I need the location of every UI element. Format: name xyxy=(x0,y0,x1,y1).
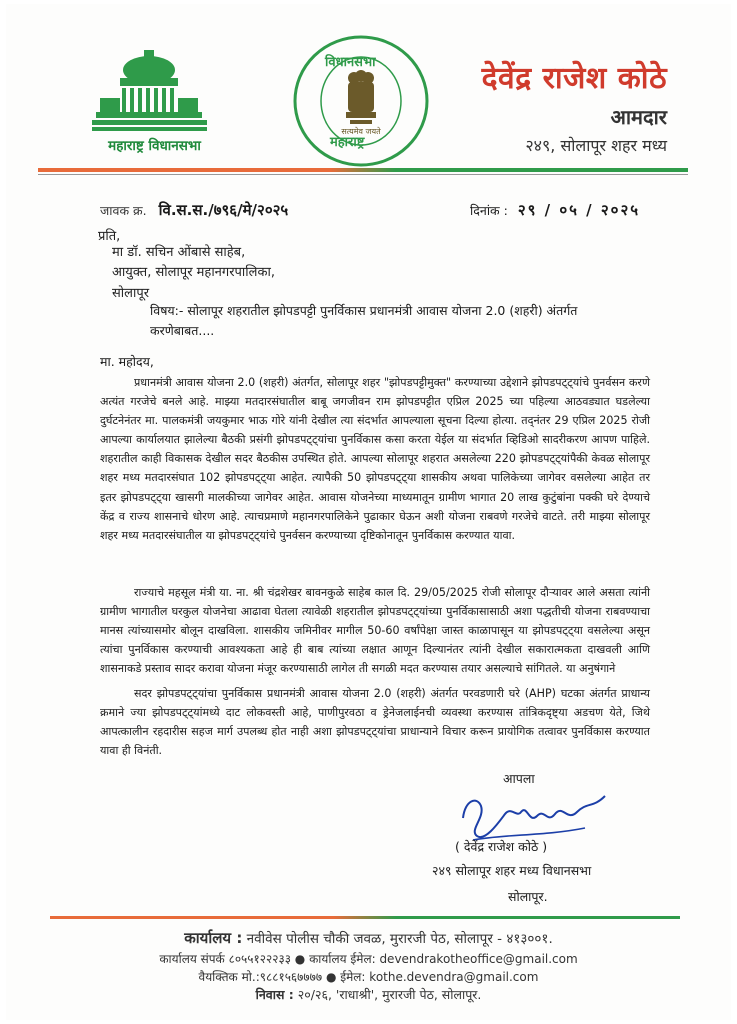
paragraph-text: प्रधानमंत्री आवास योजना 2.0 (शहरी) अंतर्गत, सोलापूर शहर "झोपडपट्टीमुक्त" करण्याच्या उद्देशाने झोपडपट्ट्यांचे पुनर्वसन करणे अत्यंत गरजेचे बनले आहे. माझ्या मतदारसंघातील बाबू जगजीवन राम झोपडपट्टीत एप्रिल 2025 च्या पहिल्या आठवड्यात घडलेल्या दुर्घटनेनंतर मा. पालकमंत्री जयकुमार भाऊ गोरे यांनी देखील त्या संदर्भात आपल्याला सूचना दिल्या होत्या. तद्नंतर 29 एप्रिल 2025 रोजी आपल्या कार्यालयात झालेल्या बैठकी प्रसंगी झोपडपट्ट्यांचा पुनर्विकास कसा करता येईल या संदर्भात व्हिडिओ सादरीकरण आपण पाहिले. शहरातील काही विकासक देखील सदर बैठकीस उपस्थित होते. आपल्या सोलापूर शहरात असलेल्या 220 झोपडपट्ट्यांपैकी केवळ सोलापूर शहर मध्य मतदारसंघात 102 झोपडपट्ट्या आहेत. त्यापैकी 50 झोपडपट्ट्या शासकीय अथवा पालिकेच्या जागेवर वसलेल्या आहेत तर इतर झोपडपट्ट्या खासगी मालकीच्या जागेवर आहेत. आवास योजनेच्या माध्यमातून ग्रामीण भागात 20 लाख कुटुंबांना पक्की घरे देण्याचे केंद्र व राज्य शासनाचे धोरण आहे. त्याचप्रमाणे महानगरपालिकेने पुढाकार घेऊन अशी योजना राबवणे गरजेचे वाटते. तरी माझ्या सोलापूर शहर मध्य मतदारसंघातील या झोपडपट्ट्यांचे पुनर्वसन करण्याच्या दृष्टिकोनातून पुनर्विकास करण्यात यावा. xyxy=(100,376,650,542)
header-divider xyxy=(38,168,688,172)
office-address: नवीवेस पोलीस चौकी जवळ, मुरारजी पेठ, सोलापूर - ४१३००१. xyxy=(246,931,553,947)
footer-divider xyxy=(50,916,680,919)
reference-value: वि.स.स./७९६/मे/२०२५ xyxy=(158,201,289,219)
left-logo-caption: महाराष्ट्र विधानसभा xyxy=(108,138,201,154)
date-label: दिनांक : xyxy=(470,203,508,218)
signatory-place: सोलापूर. xyxy=(508,889,548,904)
mla-title: आमदार xyxy=(610,105,667,129)
letter-subject: विषय:- सोलापूर शहरातील झोपडपट्टी पुनर्विकास प्रधानमंत्री आवास योजना 2.0 (शहरी) अंतर्गत करणेबाबत.... xyxy=(150,303,578,338)
mla-constituency: २४९, सोलापूर शहर मध्य xyxy=(525,136,667,155)
office-label: कार्यालय : xyxy=(184,929,243,947)
footer-office-address xyxy=(0,928,737,948)
vidhan-bhavan-logo-icon xyxy=(92,48,207,138)
residence-address: २०/२६, 'राधाश्री', मुरारजी पेठ, सोलापूर. xyxy=(297,987,482,1002)
recipient-name: मा डॉ. सचिन ओंबासे साहेब, xyxy=(112,245,246,260)
footer-office-contact: कार्यालय संपर्क ८०५५१२२२३३ ● कार्यालय ईमेल: devendrakotheoffice@gmail.com xyxy=(159,952,578,966)
body-paragraph-2 xyxy=(100,583,650,678)
date-value: २९ / ०५ / २०२५ xyxy=(517,201,641,219)
signatory-designation: २४९ सोलापूर शहर मध्य विधानसभा xyxy=(432,863,592,878)
footer-residence-address xyxy=(0,986,737,1003)
paragraph-text: राज्याचे महसूल मंत्री या. ना. श्री चंद्रशेखर बावनकुळे साहेब काल दि. 29/05/2025 रोजी सोलापूर दौऱ्यावर आले असता त्यांनी ग्रामीण भागातील घरकुल योजनेचा आढावा घेतला त्यावेळी शहरातील झोपडपट्ट्यांच्या पुनर्विकासासाठी अशा पद्धतीची योजना राबवण्याचा मानस त्यांच्यासमोर बोलून दाखविला. शासकीय जमिनीवर मागील 50-60 वर्षांपेक्षा जास्त काळापासून या झोपडपट्ट्या वसलेल्या असून त्यांचा पुनर्विकास करण्याची आवश्यकता आहे ही बाब त्यांच्या लक्षात आणून दिल्यानंतर त्यांनी देखील सकारात्मकता दाखवली आणि शासनाकडे प्रस्ताव सादर करावा योजना मंजूर करण्यासाठी लागेल ती सगळी मदत करण्यास तयार असल्याचे सांगितले. या अनुषंगाने xyxy=(100,586,650,676)
recipient-city: सोलापूर xyxy=(112,286,150,301)
signatory-name: ( देवेंद्र राजेश कोठे ) xyxy=(455,839,548,854)
mla-name: देवेंद्र राजेश कोठे xyxy=(481,61,667,96)
closing: आपला xyxy=(503,771,535,786)
svg-text:सत्यमेव जयते: सत्यमेव जयते xyxy=(341,127,381,136)
letter-date xyxy=(470,200,640,220)
seal-bottom-text: महाराष्ट्र xyxy=(330,135,365,150)
residence-label: निवास : xyxy=(255,987,294,1002)
salutation: मा. महोदय, xyxy=(100,354,154,369)
header-divider-thin xyxy=(38,174,688,175)
recipient-office: आयुक्त, सोलापूर महानगरपालिका, xyxy=(112,265,275,280)
footer-personal-contact: वैयक्तिक मो.:९८८१५६७७७७ ● ईमेल: kothe.devendra@gmail.com xyxy=(198,970,539,984)
body-paragraph-1 xyxy=(100,373,650,545)
body-paragraph-3 xyxy=(100,684,650,760)
seal-top-text: विधानसभा xyxy=(325,55,376,70)
mla-name-block xyxy=(482,56,667,156)
reference-label: जावक क्र. xyxy=(100,203,147,218)
recipient-prefix: प्रति, xyxy=(98,229,121,244)
reference-number xyxy=(100,200,288,220)
paragraph-text: सदर झोपडपट्ट्यांचा पुनर्विकास प्रधानमंत्री आवास योजना 2.0 (शहरी) अंतर्गत परवडणारी घरे (AHP) घटका अंतर्गत प्राधान्य क्रमाने ज्या झोपडपट्ट्यांमध्ये दाट लोकवस्ती आहे, पाणीपुरवठा व ड्रेनेजलाईनची व्यवस्था करण्यास तांत्रिकदृष्ट्या अडचण येते, जिथे आपत्कालीन रहदारीस सहज मार्ग उपलब्ध होत नाही अशा झोपडपट्ट्यांचा प्राधान्याने विचार करून प्रायोगिक तत्वावर पुनर्विकास करण्यात यावा ही विनंती. xyxy=(100,687,650,758)
